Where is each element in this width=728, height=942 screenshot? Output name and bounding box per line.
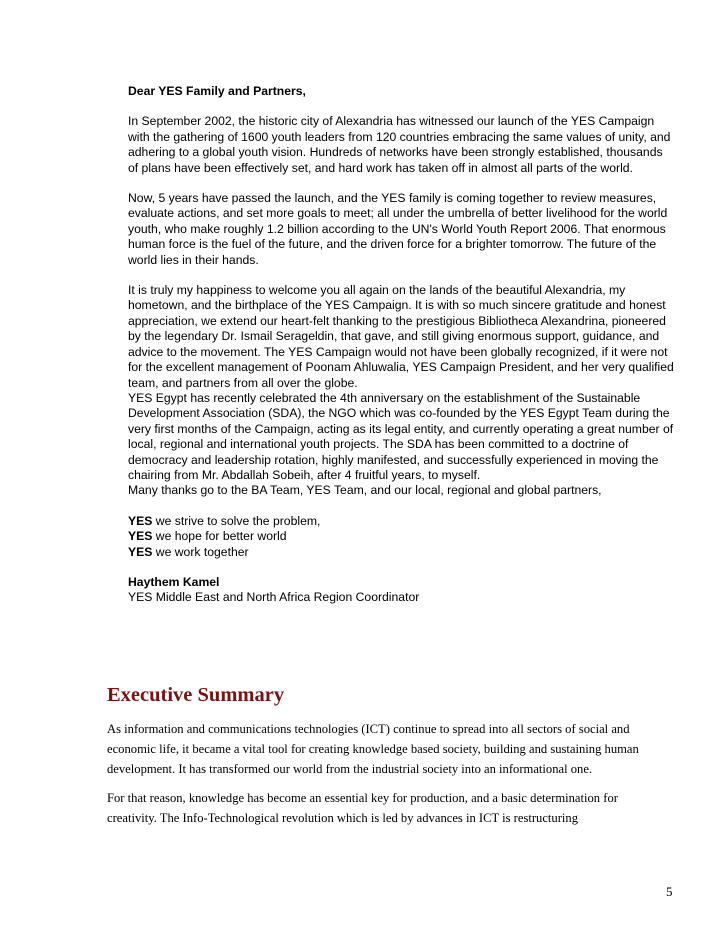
section-heading: Executive Summary	[107, 684, 285, 706]
letter-paragraph: Now, 5 years have passed the launch, and the YES family is coming together to review measures, evaluate actions, and set more goals to meet; all under the umbrella of better livelihood for the world youth, who make roughly 1.2 billion according to the UN's World Youth Report 2006. That enormous human force is the fuel of the future, and the driven force for a brighter tomorrow. The future of the world lies in their hands.	[128, 191, 668, 267]
letter-paragraph: Many thanks go to the BA Team, YES Team, and our local, regional and global partners,	[128, 483, 602, 498]
yes-motto-line	[128, 529, 676, 544]
executive-summary-section	[107, 683, 647, 828]
welcome-letter	[128, 84, 676, 606]
page-number: 5	[666, 884, 673, 899]
yes-motto-text: we strive to solve the problem,	[152, 513, 321, 528]
yes-prefix: YES	[128, 544, 153, 559]
yes-motto-line	[128, 514, 676, 529]
yes-motto-line	[128, 545, 676, 560]
yes-motto-text: we hope for better world	[152, 529, 287, 544]
summary-paragraph: As information and communications technologies (ICT) continue to spread into all sectors of social and economic life, it became a vital tool for creating knowledge based society, building and sustaining human development. It has transformed our world from the industrial society into an informational one.	[107, 722, 639, 777]
letter-paragraph: YES Egypt has recently celebrated the 4th anniversary on the establishment of the Sustainable Development Association (SDA), the NGO which was co-founded by the YES Egypt Team during the very first months of the Campaign, acting as its legal entity, and currently operating a great number of local, regional and international youth projects. The SDA has been committed to a doctrine of democracy and leadership rotation, highly manifested, and successfully experienced in moving the chairing from Mr. Abdallah Sobeih, after 4 fruitful years, to myself.	[128, 390, 674, 482]
yes-prefix: YES	[128, 529, 153, 544]
yes-prefix: YES	[128, 513, 153, 528]
signature-name: Haythem Kamel	[128, 574, 220, 589]
yes-motto-text: we work together	[152, 544, 249, 559]
summary-paragraph: For that reason, knowledge has become an essential key for production, and a basic determination for creativity. The Info-Technological revolution which is led by advances in ICT is restructuring	[107, 790, 618, 825]
letter-salutation: Dear YES Family and Partners,	[128, 84, 306, 98]
signature-title: YES Middle East and North Africa Region Coordinator	[128, 590, 420, 605]
letter-paragraph: It is truly my happiness to welcome you all again on the lands of the beautiful Alexandria, my hometown, and the birthplace of the YES Campaign. It is with so much sincere gratitude and honest appreciation, we extend our heart-felt thanking to the prestigious Bibliotheca Alexandrina, pioneered by the legendary Dr. Ismail Serageldin, that gave, and still giving enormous support, guidance, and advice to the movement. The YES Campaign would not have been globally recognized, if it were not for the excellent management of Poonam Ahluwalia, YES Campaign President, and her very qualified team, and partners from all over the globe.	[128, 283, 674, 390]
letter-paragraph: In September 2002, the historic city of Alexandria has witnessed our launch of the YES Campaign with the gathering of 1600 youth leaders from 120 countries embracing the same values of unity, and adhering to a global youth vision. Hundreds of networks have been strongly established, thousands of plans have been effectively set, and hard work has taken off in almost all parts of the world.	[128, 114, 671, 175]
